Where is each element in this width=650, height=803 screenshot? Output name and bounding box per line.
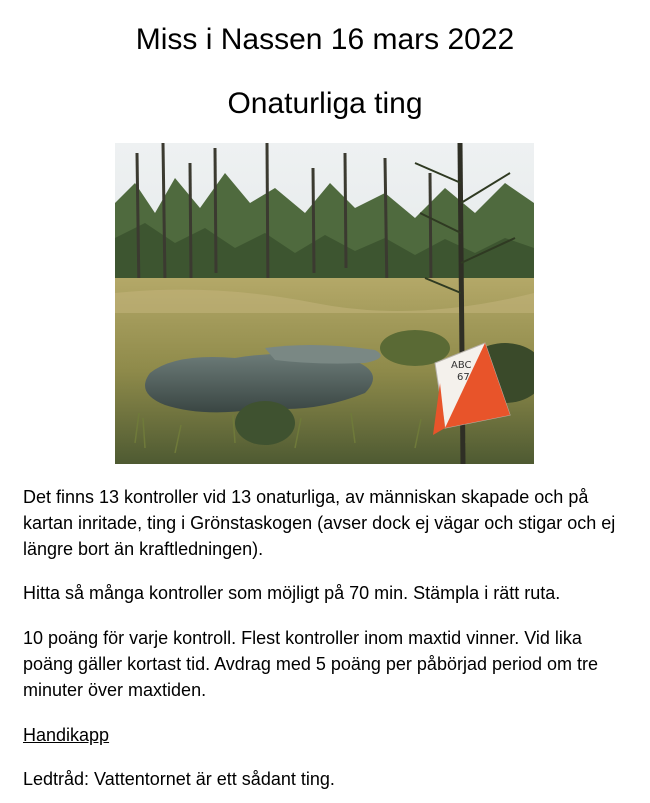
handicap-heading: Handikapp xyxy=(23,725,110,745)
hint-paragraph: Ledtråd: Vattentornet är ett sådant ting. xyxy=(23,769,335,789)
task-paragraph: Hitta så många kontroller som möjligt på 70 min. Stämpla i rätt ruta. xyxy=(23,583,561,603)
intro-paragraph: Det finns 13 kontroller vid 13 onaturliga, av människan skapade och på kartan inritade, ting i Grönstaskogen (avser dock ej vägar och stigar och ej längre bort än kraftledningen). xyxy=(23,487,616,559)
page-title: Miss i Nassen 16 mars 2022 xyxy=(135,23,515,56)
svg-text:ABC: ABC xyxy=(451,360,472,371)
svg-text:67: 67 xyxy=(457,372,470,383)
page-subtitle: Onaturliga ting xyxy=(227,87,423,120)
scoring-paragraph: 10 poäng för varje kontroll. Flest kontroller inom maxtid vinner. Vid lika poäng gäller kortast tid. Avdrag med 5 poäng per påbörjad period om tre minuter över maxtiden. xyxy=(23,628,599,700)
marsh-control-photo xyxy=(115,143,534,464)
